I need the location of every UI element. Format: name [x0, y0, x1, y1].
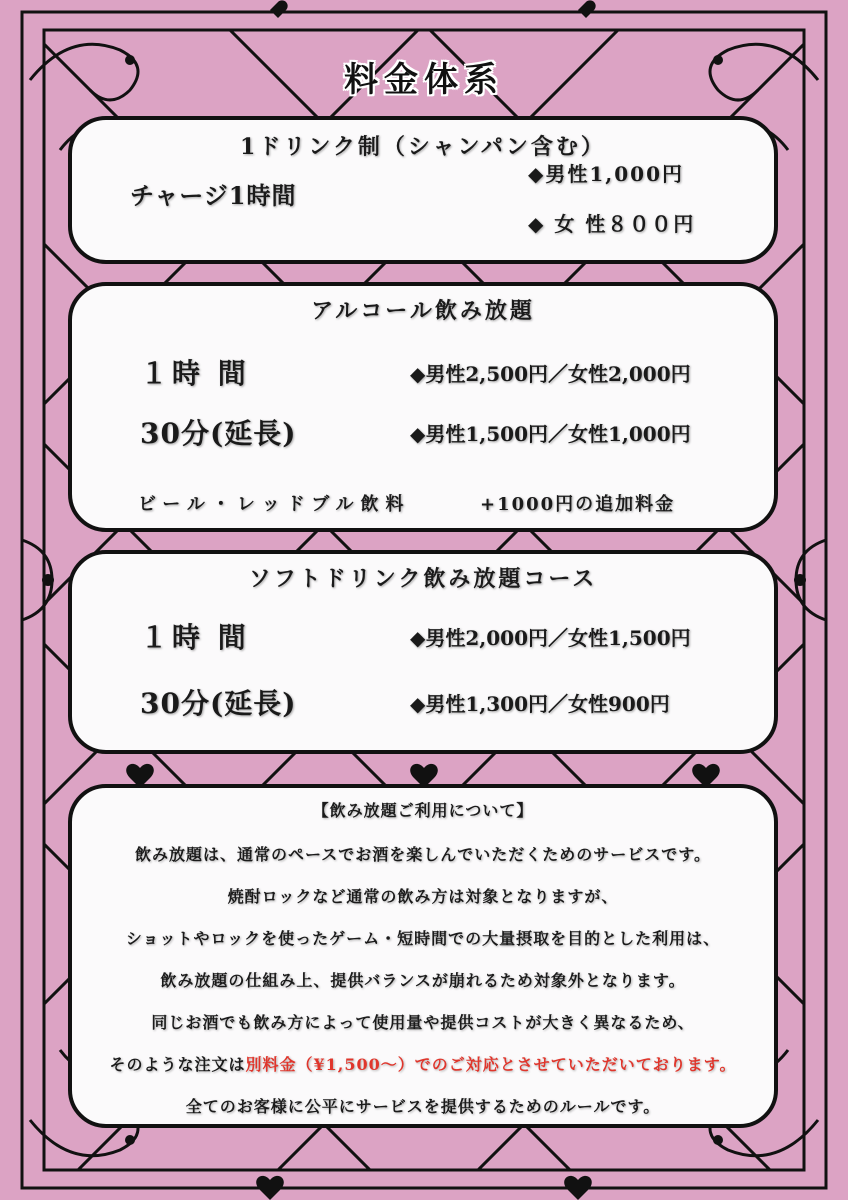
notice-line-6-text: そのような注文は [109, 1055, 246, 1074]
alcohol-row2-label: 30分(延長) [140, 417, 297, 450]
charge-panel [68, 116, 778, 264]
alcohol-row1-price: ◆男性2,500円／女性2,000円 [410, 362, 691, 386]
notice-line-5: 同じお酒でも飲み方によって使用量や提供コストが大きく異なるため、 [151, 1013, 695, 1032]
charge-heading: 1ドリンク制（シャンパン含む） [240, 134, 606, 160]
notice-line-3: ショットやロックを使ったゲーム・短時間での大量摂取を目的とした利用は、 [125, 929, 721, 948]
notice-panel [68, 784, 778, 1128]
softdrink-row1-price: ◆男性2,000円／女性1,500円 [410, 626, 691, 650]
notice-line-4: 飲み放題の仕組み上、提供バランスが崩れるため対象外となります。 [160, 971, 686, 990]
alcohol-row2-price: ◆男性1,500円／女性1,000円 [410, 422, 691, 446]
notice-line-6 [72, 1052, 774, 1075]
notice-line-1: 飲み放題は、通常のペースでお酒を楽しんでいただくためのサービスです。 [135, 845, 711, 864]
softdrink-heading: ソフトドリンク飲み放題コース [248, 566, 598, 592]
notice-line-2: 焼酎ロックなど通常の飲み方は対象となりますが、 [227, 887, 619, 906]
alcohol-extra-price: +1000円の追加料金 [480, 494, 676, 515]
softdrink-row1-label: １時 間 [140, 621, 250, 654]
charge-male-price: ◆男性1,000円 [528, 162, 685, 186]
alcohol-panel [68, 282, 778, 532]
notice-heading: 【飲み放題ご利用について】 [312, 801, 534, 820]
softdrink-row2-price: ◆男性1,300円／女性900円 [410, 692, 670, 716]
softdrink-row2-label: 30分(延長) [140, 687, 297, 720]
alcohol-row1-label: １時 間 [140, 357, 250, 390]
notice-extra-charge: 別料金（¥1,500～）でのご対応とさせていただいております。 [245, 1055, 737, 1074]
charge-label: チャージ1時間 [130, 181, 297, 210]
softdrink-panel [68, 550, 778, 754]
alcohol-heading: アルコール飲み放題 [311, 298, 535, 324]
notice-line-7: 全てのお客様に公平にサービスを提供するためのルールです。 [185, 1097, 661, 1116]
charge-female-price: ◆ 女 性８００円 [528, 212, 696, 236]
page-title: 料金体系 [344, 60, 504, 100]
alcohol-extra-label: ビール・レッドブル飲料 [138, 494, 411, 515]
